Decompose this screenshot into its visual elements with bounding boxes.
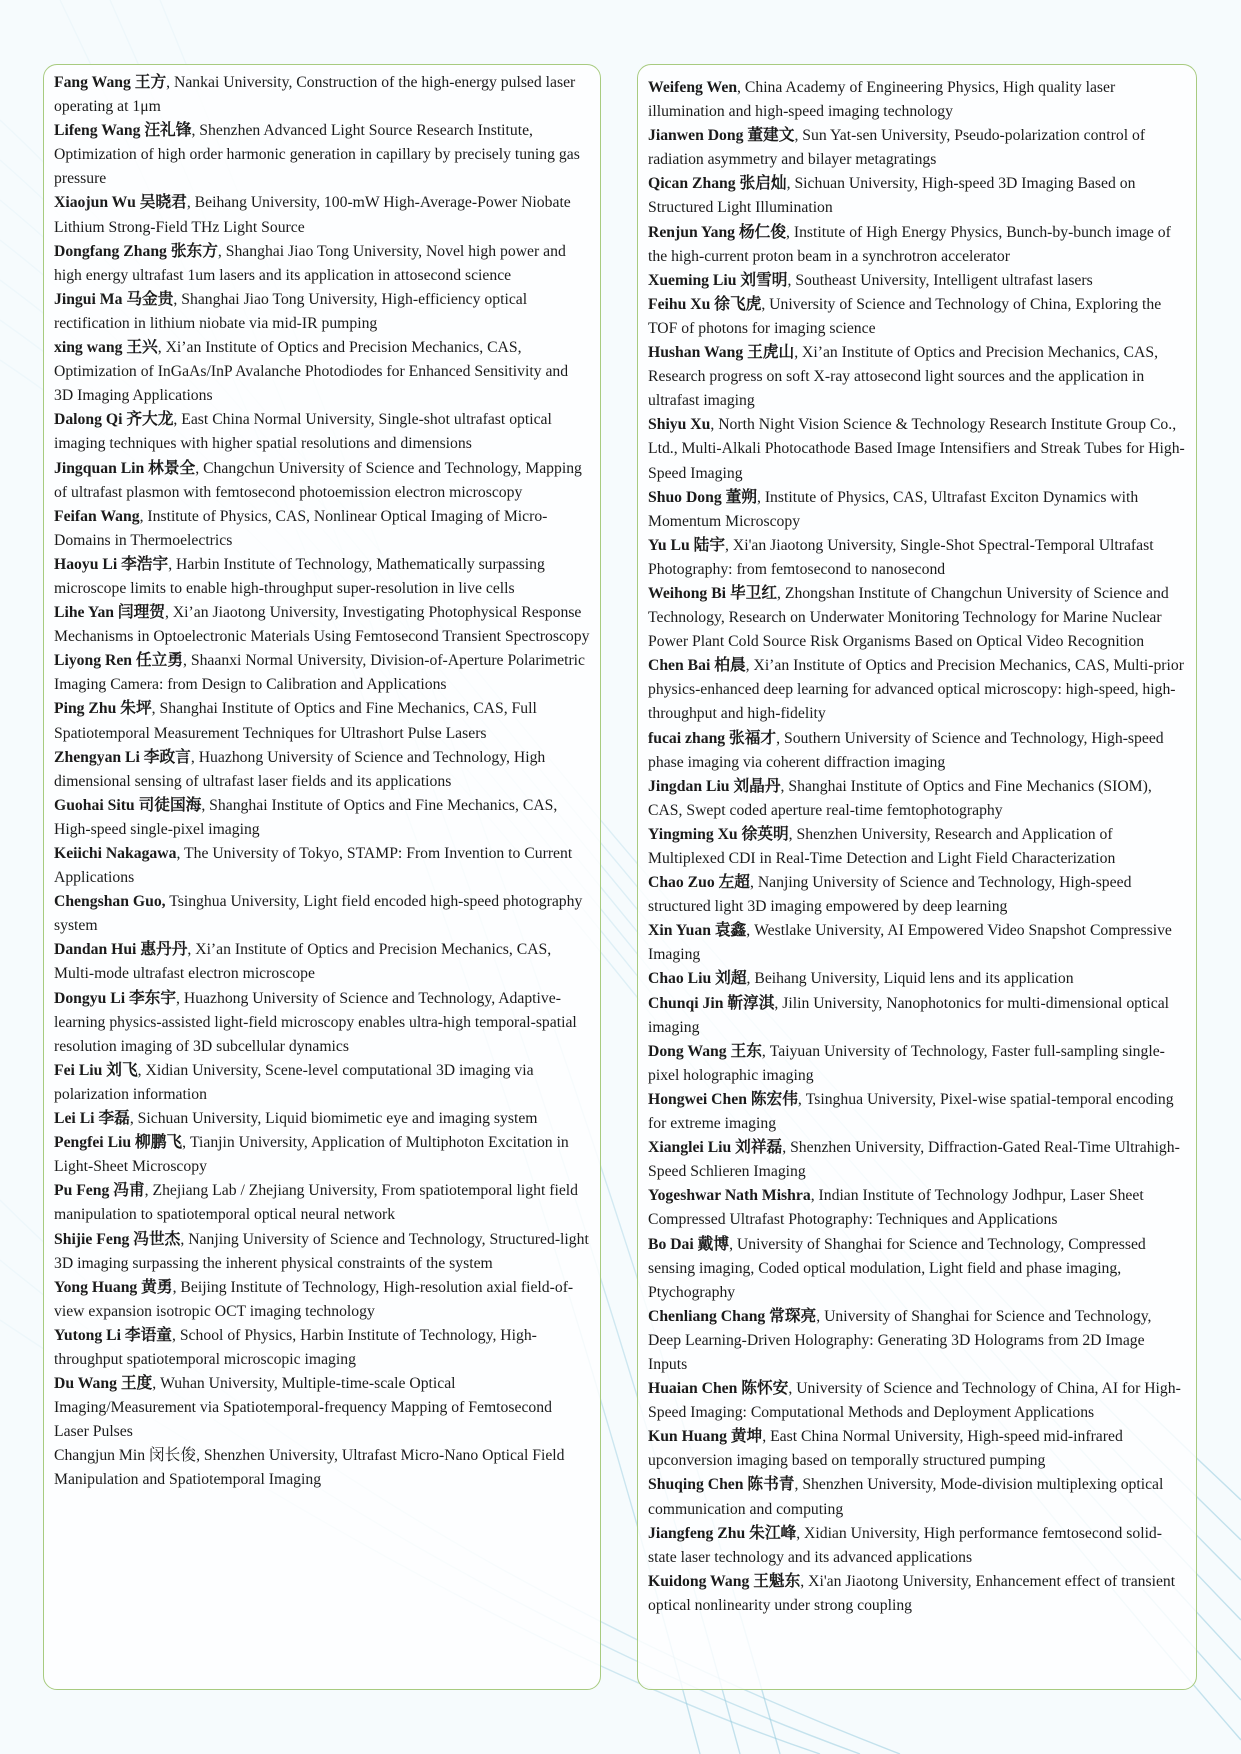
speaker-affiliation-and-talk: , Xi'an Jiaotong University, Single-Shot Spectral-Temporal Ultrafast Photography: from femtosecond to nanosecond	[648, 536, 1154, 578]
speaker-entry	[648, 1040, 1186, 1088]
speaker-name: Pu Feng 冯甫	[54, 1182, 145, 1200]
speaker-entry	[54, 553, 590, 601]
speaker-entry	[648, 992, 1186, 1040]
speaker-affiliation-and-talk: , Shanghai Institute of Optics and Fine Mechanics (SIOM), CAS, Swept coded aperture real-time femtophotography	[648, 777, 1152, 819]
speaker-name: Ping Zhu 朱坪	[54, 700, 152, 718]
speaker-name: Jiangfeng Zhu 朱江峰	[648, 1524, 797, 1542]
speaker-name: Shiyu Xu	[648, 416, 711, 434]
speaker-name: Bo Dai 戴博	[648, 1235, 730, 1253]
speaker-affiliation-and-talk: , East China Normal University, Single-shot ultrafast optical imaging techniques with higher spatial resolutions and dimensions	[54, 411, 552, 453]
speaker-entry	[648, 1136, 1186, 1184]
speaker-affiliation-and-talk: , Xi’an Institute of Optics and Precision Mechanics, CAS, Multi-prior physics-enhanced deep learning for advanced optical microscopy: high-speed, high-throughput and high-fidelity	[648, 657, 1184, 723]
speaker-entry	[54, 601, 590, 649]
speaker-entry	[54, 119, 590, 191]
speaker-entry	[54, 987, 590, 1059]
speaker-affiliation-and-talk: , Shaanxi Normal University, Division-of-Aperture Polarimetric Imaging Camera: from Design to Calibration and Applications	[54, 652, 585, 694]
speaker-name: Yong Huang 黄勇	[54, 1278, 173, 1296]
speaker-name: Jingdan Liu 刘晶丹	[648, 777, 781, 795]
speaker-entry	[648, 1233, 1186, 1305]
speaker-affiliation-and-talk: , Huazhong University of Science and Technology, High dimensional sensing of ultrafast laser fields and its applications	[54, 748, 546, 790]
speaker-affiliation-and-talk: , Tianjin University, Application of Multiphoton Excitation in Light-Sheet Microscopy	[54, 1134, 569, 1176]
speaker-affiliation-and-talk: , Xi’an Institute of Optics and Precision Mechanics, CAS, Multi-mode ultrafast electron microscope	[54, 941, 552, 983]
speaker-name: Zhengyan Li 李政言	[54, 748, 191, 766]
right-speaker-list	[637, 64, 1197, 1690]
speaker-entry	[54, 1107, 590, 1131]
speaker-entry	[54, 240, 590, 288]
speaker-affiliation-and-talk: , Xi’an Institute of Optics and Precision Mechanics, CAS, Optimization of InGaAs/InP Avalanche Photodiodes for Enhanced Sensitivity and 3D Imaging Applications	[54, 339, 569, 405]
speaker-name: Feifan Wang	[54, 507, 140, 525]
speaker-name: Renjun Yang 杨仁俊	[648, 223, 787, 241]
speaker-affiliation-and-talk: , Southern University of Science and Technology, High-speed phase imaging via coherent diffraction imaging	[648, 729, 1164, 771]
speaker-entry	[648, 871, 1186, 919]
speaker-entry	[648, 919, 1186, 967]
speaker-affiliation-and-talk: , Shanghai Jiao Tong University, Novel high power and high energy ultrafast 1um lasers and its application in attosecond science	[54, 242, 566, 284]
speaker-affiliation-and-talk: , Xidian University, Scene-level computational 3D imaging via polarization information	[54, 1061, 534, 1103]
speaker-name: Yogeshwar Nath Mishra	[648, 1187, 811, 1205]
speaker-name: Hongwei Chen 陈宏伟	[648, 1090, 798, 1108]
speaker-entry	[648, 486, 1186, 534]
speaker-affiliation-and-talk: , Xi’an Jiaotong University, Investigating Photophysical Response Mechanisms in Optoelectronic Materials Using Femtosecond Transient Spectroscopy	[54, 604, 590, 646]
speaker-entry	[54, 191, 590, 239]
speaker-name: Fang Wang 王方	[54, 74, 167, 91]
speaker-name: Chao Zuo 左超	[648, 874, 750, 892]
speaker-affiliation-and-talk: , Southeast University, Intelligent ultrafast lasers	[787, 271, 1093, 289]
speaker-affiliation-and-talk: , Wuhan University, Multiple-time-scale Optical Imaging/Measurement via Spatiotemporal-frequency Mapping of Femtosecond Laser Pulses	[54, 1375, 552, 1441]
speaker-name: Yutong Li 李语童	[54, 1326, 172, 1344]
speaker-name: Kuidong Wang 王魁东	[648, 1572, 801, 1590]
speaker-entry	[648, 967, 1186, 991]
speaker-name: Du Wang 王度	[54, 1375, 153, 1393]
speaker-affiliation-and-talk: , Westlake University, AI Empowered Video Snapshot Compressive Imaging	[648, 922, 1172, 964]
speaker-name: Jianwen Dong 董建文	[648, 127, 795, 145]
speaker-entry	[54, 71, 590, 119]
speaker-affiliation-and-talk: , Shenzhen University, Mode-division multiplexing optical communication and computing	[648, 1476, 1164, 1518]
speaker-entry	[54, 1059, 590, 1107]
speaker-entry	[54, 890, 590, 938]
speaker-name: Jingquan Lin 林景全	[54, 459, 196, 477]
speaker-name: Dongyu Li 李东宇	[54, 989, 177, 1007]
speaker-name: Qican Zhang 张启灿	[648, 175, 787, 193]
speaker-entry	[648, 654, 1186, 726]
speaker-entry	[648, 582, 1186, 654]
speaker-entry	[648, 534, 1186, 582]
speaker-entry	[648, 76, 1186, 124]
speaker-affiliation-and-talk: , Beihang University, 100-mW High-Average-Power Niobate Lithium Strong-Field THz Light Source	[54, 194, 571, 236]
speaker-entry	[648, 823, 1186, 871]
speaker-name: Changjun Min 闵长俊	[54, 1447, 197, 1465]
speaker-affiliation-and-talk: , Institute of High Energy Physics, Bunch-by-bunch image of the high-current proton beam in a synchrotron accelerator	[648, 223, 1171, 265]
speaker-affiliation-and-talk: , Institute of Physics, CAS, Ultrafast Exciton Dynamics with Momentum Microscopy	[648, 488, 1139, 530]
speaker-name: Yu Lu 陆宇	[648, 536, 726, 554]
speaker-entry	[648, 1522, 1186, 1570]
speaker-affiliation-and-talk: , Nanjing University of Science and Technology, High-speed structured light 3D imaging empowered by deep learning	[648, 874, 1132, 916]
speaker-affiliation-and-talk: , University of Shanghai for Science and Technology, Deep Learning-Driven Holography: Generating 3D Holograms from 2D Image Inputs	[648, 1307, 1152, 1373]
speaker-name: Weihong Bi 毕卫红	[648, 584, 778, 602]
speaker-affiliation-and-talk: , North Night Vision Science & Technology Research Institute Group Co., Ltd., Multi-Alkali Photocathode Based Image Intensifiers and Streak Tubes for High-Speed Imaging	[648, 416, 1185, 482]
speaker-name: xing wang 王兴	[54, 339, 158, 357]
speaker-affiliation-and-talk: , Beihang University, Liquid lens and its application	[746, 970, 1074, 988]
speaker-entry	[648, 1570, 1186, 1618]
speaker-entry	[648, 1088, 1186, 1136]
speaker-affiliation-and-talk: , University of Science and Technology of China, Exploring the TOF of photons for imaging science	[648, 295, 1162, 337]
speaker-entry	[54, 336, 590, 408]
speaker-affiliation-and-talk: , China Academy of Engineering Physics, High quality laser illumination and high-speed imaging technology	[648, 79, 1116, 121]
speaker-entry	[648, 341, 1186, 413]
speaker-affiliation-and-talk: , Shenzhen Advanced Light Source Research Institute, Optimization of high order harmonic generation in capillary by precisely tuning gas pressure	[54, 122, 580, 188]
speaker-name: Lifeng Wang 汪礼锋	[54, 122, 192, 140]
speaker-name: Pengfei Liu 柳鹏飞	[54, 1134, 183, 1152]
speaker-name: Dalong Qi 齐大龙	[54, 411, 174, 429]
speaker-affiliation-and-talk: , Xidian University, High performance femtosecond solid-state laser technology and its advanced applications	[648, 1524, 1163, 1566]
speaker-entry	[648, 172, 1186, 220]
speaker-affiliation-and-talk: , Shenzhen University, Ultrafast Micro-Nano Optical Field Manipulation and Spatiotemporal Imaging	[54, 1447, 565, 1489]
speaker-entry	[54, 794, 590, 842]
speaker-name: Haoyu Li 李浩宇	[54, 555, 169, 573]
speaker-affiliation-and-talk: , Zhejiang Lab / Zhejiang University, From spatiotemporal light field manipulation to spatiotemporal optical neural network	[54, 1182, 578, 1224]
speaker-affiliation-and-talk: , University of Shanghai for Science and Technology, Compressed sensing imaging, Coded optical modulation, Light field and phase imaging, Ptychography	[648, 1235, 1146, 1301]
speaker-affiliation-and-talk: , Sun Yat-sen University, Pseudo-polarization control of radiation asymmetry and bilayer metagratings	[648, 127, 1146, 169]
speaker-affiliation-and-talk: Tsinghua University, Light field encoded high-speed photography system	[54, 893, 583, 935]
speaker-name: Xiaojun Wu 吴晓君	[54, 194, 187, 212]
speaker-affiliation-and-talk: , Sichuan University, Liquid biomimetic eye and imaging system	[129, 1110, 538, 1128]
speaker-entry	[54, 288, 590, 336]
speaker-name: Kun Huang 黄坤	[648, 1428, 763, 1446]
speaker-entry	[54, 1276, 590, 1324]
speaker-name: Dongfang Zhang 张东方	[54, 242, 218, 260]
speaker-affiliation-and-talk: , Changchun University of Science and Technology, Mapping of ultrafast plasmon with femtosecond photoemission electron microscopy	[54, 459, 582, 501]
speaker-name: Shuqing Chen 陈书青	[648, 1476, 795, 1494]
speaker-entry	[54, 697, 590, 745]
speaker-entry	[648, 293, 1186, 341]
speaker-name: Shijie Feng 冯世杰	[54, 1230, 181, 1248]
speaker-name: Chao Liu 刘超	[648, 970, 747, 988]
speaker-name: Weifeng Wen	[648, 79, 738, 96]
speaker-entry	[648, 413, 1186, 485]
speaker-entry	[54, 1324, 590, 1372]
speaker-entry	[54, 649, 590, 697]
speaker-name: Feihu Xu 徐飞虎	[648, 295, 762, 313]
speaker-name: Keiichi Nakagawa	[54, 845, 177, 862]
speaker-entry	[54, 746, 590, 794]
speaker-name: Xianglei Liu 刘祥磊	[648, 1139, 783, 1157]
speaker-name: Xueming Liu 刘雪明	[648, 271, 788, 289]
speaker-entry	[54, 1372, 590, 1444]
speaker-name: Chunqi Jin 靳淳淇	[648, 994, 775, 1012]
speaker-name: Guohai Situ 司徒国海	[54, 796, 202, 814]
speaker-entry	[648, 221, 1186, 269]
speaker-affiliation-and-talk: , Beijing Institute of Technology, High-resolution axial field-of-view expansion isotropic OCT imaging technology	[54, 1278, 574, 1320]
speaker-entry	[648, 1305, 1186, 1377]
speaker-affiliation-and-talk: , Huazhong University of Science and Technology, Adaptive-learning physics-assisted light-field microscopy enables ultra-high temporal-spatial resolution imaging of 3D subcellular dynamics	[54, 989, 577, 1055]
speaker-name: Dandan Hui 惠丹丹	[54, 941, 188, 959]
speaker-name: Lei Li 李磊	[54, 1110, 130, 1128]
speaker-entry	[648, 269, 1186, 293]
speaker-name: Chen Bai 柏晨	[648, 657, 746, 675]
speaker-entry	[648, 1377, 1186, 1425]
speaker-affiliation-and-talk: , Harbin Institute of Technology, Mathematically surpassing microscope limits to enable high-throughput super-resolution in live cells	[54, 555, 545, 597]
speaker-affiliation-and-talk: , The University of Tokyo, STAMP: From Invention to Current Applications	[54, 845, 573, 887]
speaker-name: Fei Liu 刘飞	[54, 1061, 138, 1079]
speaker-name: Chengshan Guo,	[54, 893, 166, 911]
speaker-entry	[54, 1444, 590, 1492]
speaker-entry	[648, 775, 1186, 823]
speaker-affiliation-and-talk: , Institute of Physics, CAS, Nonlinear Optical Imaging of Micro-Domains in Thermoelectrics	[54, 507, 548, 549]
speaker-entry	[648, 1425, 1186, 1473]
speaker-name: Shuo Dong 董朔	[648, 488, 757, 506]
speaker-affiliation-and-talk: , Shenzhen University, Diffraction-Gated Real-Time Ultrahigh-Speed Schlieren Imaging	[648, 1139, 1180, 1181]
speaker-affiliation-and-talk: , Xi’an Institute of Optics and Precision Mechanics, CAS, Research progress on soft X-ray attosecond light sources and the application in ultrafast imaging	[648, 344, 1158, 410]
speaker-entry	[54, 408, 590, 456]
speaker-affiliation-and-talk: , Shanghai Institute of Optics and Fine Mechanics, CAS, High-speed single-pixel imaging	[54, 796, 558, 838]
speaker-entry	[648, 124, 1186, 172]
speaker-affiliation-and-talk: , Tsinghua University, Pixel-wise spatial-temporal encoding for extreme imaging	[648, 1090, 1174, 1133]
speaker-name: Jingui Ma 马金贵	[54, 290, 174, 308]
speaker-entry	[54, 938, 590, 986]
speaker-entry	[54, 505, 590, 553]
speaker-affiliation-and-talk: , Shenzhen University, Research and Application of Multiplexed CDI in Real-Time Detection and Light Field Characterization	[648, 825, 1116, 867]
speaker-entry	[54, 1179, 590, 1227]
speaker-affiliation-and-talk: , University of Science and Technology of China, AI for High-Speed Imaging: Computational Methods and Deployment Applications	[648, 1380, 1181, 1422]
speaker-name: fucai zhang 张福才	[648, 729, 777, 747]
speaker-affiliation-and-talk: , Xi'an Jiaotong University, Enhancement effect of transient optical nonlinearity under strong coupling	[648, 1572, 1176, 1614]
speaker-name: Yingming Xu 徐英明	[648, 825, 789, 843]
speaker-affiliation-and-talk: , Nanjing University of Science and Technology, Structured-light 3D imaging surpassing the inherent physical constraints of the system	[54, 1230, 589, 1272]
speaker-name: Lihe Yan 闫理贺	[54, 604, 165, 622]
speaker-entry	[54, 457, 590, 505]
speaker-name: Liyong Ren 任立勇	[54, 652, 184, 670]
speaker-entry	[54, 1228, 590, 1276]
speaker-entry	[648, 1473, 1186, 1521]
speaker-affiliation-and-talk: , School of Physics, Harbin Institute of Technology, High-throughput spatiotemporal microscopic imaging	[54, 1326, 537, 1368]
speaker-entry	[648, 1184, 1186, 1232]
speaker-name: Xin Yuan 袁鑫	[648, 922, 747, 940]
speaker-affiliation-and-talk: , Nankai University, Construction of the high-energy pulsed laser operating at 1μm	[54, 74, 576, 116]
speaker-entry	[54, 842, 590, 890]
left-speaker-list	[43, 64, 601, 1690]
speaker-affiliation-and-talk: , Jilin University, Nanophotonics for multi-dimensional optical imaging	[648, 994, 1170, 1036]
speaker-entry	[54, 1131, 590, 1179]
speaker-name: Chenliang Chang 常琛亮	[648, 1307, 817, 1325]
speaker-affiliation-and-talk: , Shanghai Institute of Optics and Fine Mechanics, CAS, Full Spatiotemporal Measurement Techniques for Ultrashort Pulse Lasers	[54, 700, 537, 742]
speaker-affiliation-and-talk: , Zhongshan Institute of Changchun University of Science and Technology, Research on Underwater Monitoring Technology for Marine Nuclear Power Plant Cold Source Risk Organisms Based on Optical Video Recognition	[648, 584, 1169, 651]
speaker-affiliation-and-talk: , Taiyuan University of Technology, Faster full-sampling single-pixel holographic imaging	[648, 1042, 1165, 1084]
speaker-entry	[648, 727, 1186, 775]
speaker-name: Hushan Wang 王虎山	[648, 344, 795, 362]
speaker-affiliation-and-talk: , Shanghai Jiao Tong University, High-efficiency optical rectification in lithium niobate via mid-IR pumping	[54, 290, 528, 332]
speaker-affiliation-and-talk: , East China Normal University, High-speed mid-infrared upconversion imaging based on temporally structured pumping	[648, 1428, 1123, 1470]
speaker-name: Dong Wang 王东	[648, 1042, 762, 1060]
speaker-affiliation-and-talk: , Sichuan University, High-speed 3D Imaging Based on Structured Light Illumination	[648, 175, 1136, 217]
speaker-affiliation-and-talk: , Indian Institute of Technology Jodhpur, Laser Sheet Compressed Ultrafast Photography: Techniques and Applications	[648, 1187, 1144, 1229]
speaker-name: Huaian Chen 陈怀安	[648, 1380, 789, 1398]
